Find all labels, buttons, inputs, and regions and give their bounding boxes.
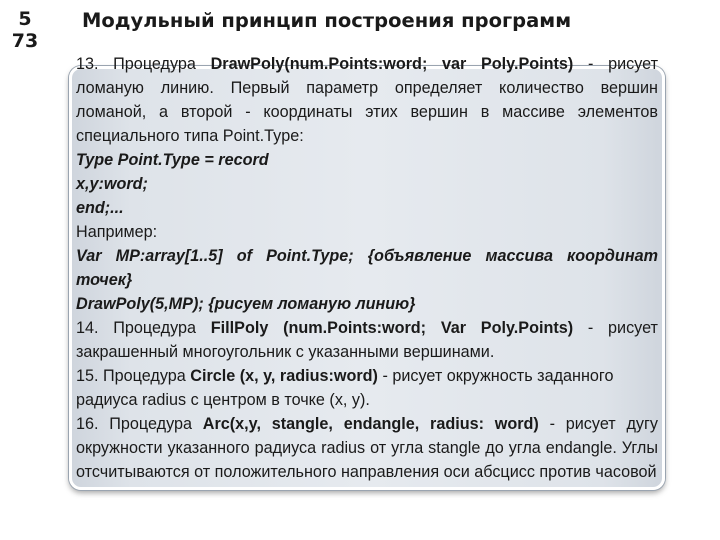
item-14-description: - рисует закрашенный многоугольник с указанными вершинами. [76, 319, 658, 361]
code-line-end: end;... [76, 199, 124, 217]
code-line-drawpoly-call: DrawPoly(5,MP); {рисуем ломаную линию} [76, 295, 416, 313]
slide-number-line-2: 73 [11, 30, 39, 52]
slide-number [0, 8, 50, 52]
code-line-fields: x,y:word; [76, 175, 148, 193]
item-14-number: 14. Процедура [76, 319, 211, 337]
paragraph-14 [76, 316, 658, 364]
item-13-number: 13. Процедура [76, 55, 211, 73]
fillpoly-signature: FillPoly (num.Points:word; Var Poly.Points) [210, 319, 574, 337]
paragraph-16 [76, 412, 658, 484]
item-15-description: - рисует окружность заданного [377, 367, 614, 385]
content-text [76, 52, 658, 484]
item-16-description: - рисует дугу окружности указанного радиуса radius от угла stangle до угла endangle. Углы отсчитываются от положительного направления оси абсцисс против часовой [76, 415, 659, 481]
code-line-var-declaration: Var MP:array[1..5] of Point.Type; {объявление массива координат точек} [76, 247, 658, 289]
code-line-type: Type Point.Type = record [76, 151, 269, 169]
paragraph-13 [76, 52, 658, 148]
paragraph-15 [76, 364, 658, 388]
item-16-number: 16. Процедура [76, 415, 203, 433]
example-label: Например: [76, 223, 158, 241]
item-15-number: 15. Процедура [76, 367, 191, 385]
slide-number-line-1: 5 [18, 8, 32, 30]
circle-signature: Circle (x, y, radius:word) [190, 367, 378, 385]
slide-title: Модульный принцип построения программ [82, 9, 572, 32]
item-13-description: - рисует ломаную линию. Первый параметр определяет количество вершин ломаной, а второй - координаты этих вершин в массиве элементов специального типа Point.Type: [76, 55, 658, 145]
arc-signature: Arc(x,y, stangle, endangle, radius: word) [202, 415, 539, 433]
paragraph-15-continued: радиуса radius с центром в точке (x, y). [76, 391, 370, 409]
drawpoly-signature: DrawPoly(num.Points:word; var Poly.Points) [210, 55, 574, 73]
